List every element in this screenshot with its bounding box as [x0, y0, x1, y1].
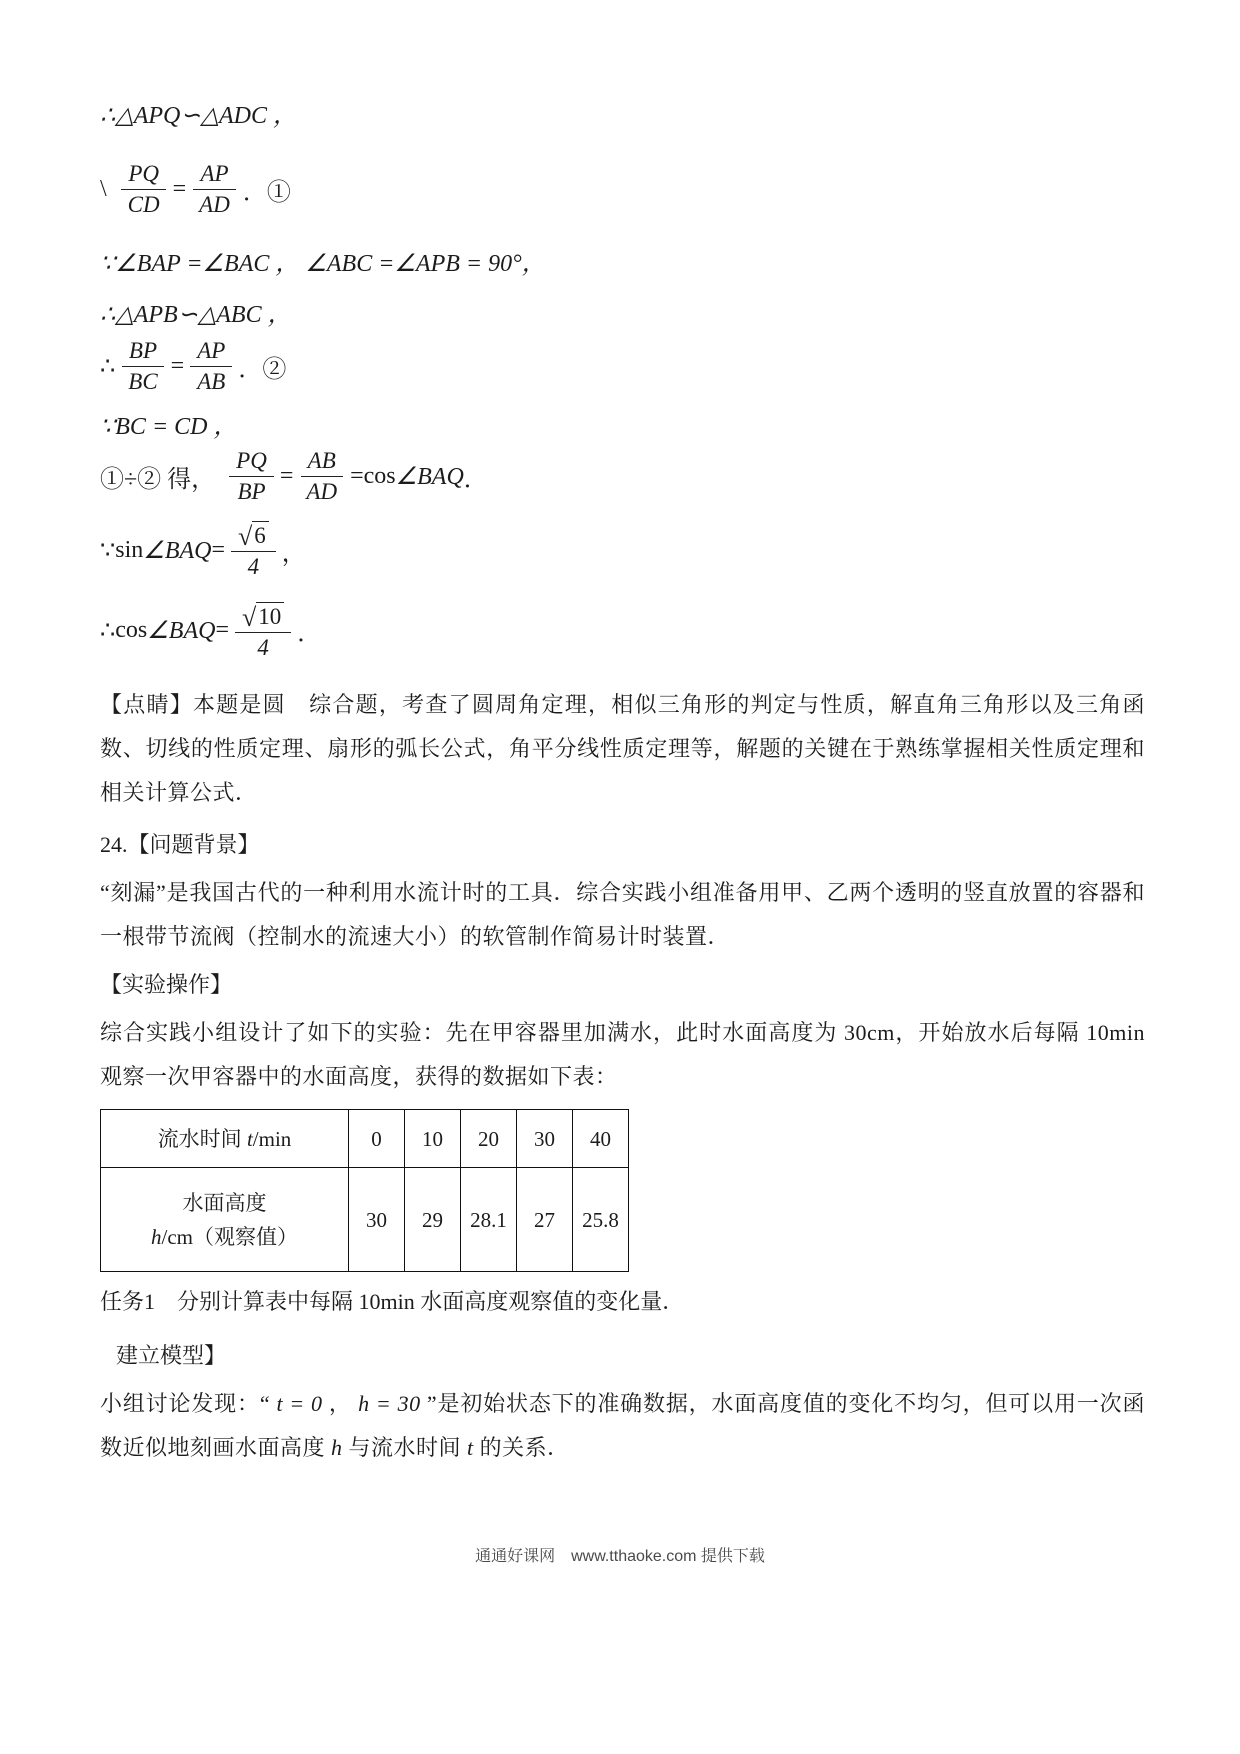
row-label-unit: /cm（观察值）: [161, 1224, 298, 1249]
math-line-4: [100, 294, 1145, 329]
math-text: ∵BC = CD ，: [100, 413, 238, 440]
math-lead: ①÷② 得，: [100, 466, 216, 493]
table-cell: 40: [573, 1110, 629, 1168]
fraction: [190, 337, 232, 396]
table-cell: 30: [349, 1168, 405, 1272]
variable-t: t: [467, 1435, 474, 1461]
fraction-denominator: BC: [128, 369, 158, 395]
fraction: [299, 447, 344, 506]
math-tail: ，: [281, 540, 306, 567]
table-header-cell: [101, 1168, 349, 1272]
math-tail: ．: [463, 466, 488, 493]
equals-sign: =: [350, 462, 364, 489]
math-tail: ．①: [242, 179, 291, 206]
math-line-6: [100, 406, 1145, 441]
fraction-numerator: AB: [301, 447, 343, 477]
math-line-1: [100, 95, 1145, 130]
table-cell: 10: [405, 1110, 461, 1168]
because-symbol: ∵: [100, 537, 116, 564]
table-cell: 25.8: [573, 1168, 629, 1272]
fraction-denominator: 4: [257, 634, 269, 660]
math-inline-t0: t = 0: [276, 1391, 323, 1417]
dianjing-note: 【点睛】本题是圆 综合题，考查了圆周角定理，相似三角形的判定与性质，解直角三角形以及三角函数、切线的性质定理、扇形的弧长公式，角平分线性质定理等，解题的关键在于熟练掌握相关性质定理和相关计算公式．: [100, 692, 1145, 806]
table-cell: 29: [405, 1168, 461, 1272]
math-line-8: [100, 520, 1145, 581]
angle-name: ∠BAQ: [147, 618, 216, 645]
equals-sign: =: [215, 617, 229, 644]
math-text: ∵∠BAP =∠BAC ， ∠ABC =∠APB = 90°，: [100, 250, 546, 277]
fraction-numerator: AP: [193, 160, 235, 190]
fraction-denominator: CD: [127, 192, 160, 218]
fraction-denominator: AD: [306, 479, 338, 505]
math-line-9: [100, 601, 1145, 662]
table-cell: 27: [517, 1168, 573, 1272]
fraction: [121, 160, 167, 219]
angle-name: ∠BAQ: [395, 463, 464, 490]
fraction-denominator: BP: [237, 479, 266, 505]
math-text: ∴△APB∽△ABC ，: [100, 301, 292, 328]
model-header: 建立模型】: [116, 1343, 227, 1369]
variable-h: h: [331, 1435, 343, 1461]
radicand: 10: [256, 602, 284, 630]
variable-t: t: [246, 1126, 253, 1151]
cos-function: cos: [115, 617, 148, 644]
fraction: [229, 447, 274, 506]
question-24-header: 24.【问题背景】: [100, 832, 260, 858]
math-line-7: [100, 447, 1145, 506]
math-lead: \: [100, 175, 107, 202]
table-cell: 30: [517, 1110, 573, 1168]
task1-text: 任务1 分别计算表中每隔 10min 水面高度观察值的变化量．: [100, 1289, 685, 1315]
document-content: [100, 0, 1145, 1470]
experiment-paragraph: 综合实践小组设计了如下的实验：先在甲容器里加满水，此时水面高度为 30cm，开始放水后每隔 10min 观察一次甲容器中的水面高度，获得的数据如下表：: [100, 1020, 1145, 1090]
angle-name: ∠BAQ: [143, 537, 212, 564]
fraction-numerator: BP: [122, 337, 164, 367]
fraction-denominator: AD: [199, 192, 230, 218]
therefore-symbol: ∴: [100, 618, 116, 645]
fraction-denominator: AB: [197, 369, 226, 395]
fraction: [231, 520, 276, 581]
equals-sign: =: [170, 352, 185, 379]
table-header-cell: [101, 1110, 349, 1168]
row-label-unit: /min: [252, 1126, 292, 1151]
radicand: 6: [252, 521, 269, 549]
fraction-denominator: 4: [247, 554, 260, 580]
model-text: 与流水时间: [342, 1435, 468, 1461]
equals-sign: =: [211, 536, 226, 563]
background-paragraph: “刻漏”是我国古代的一种利用水流计时的工具．综合实践小组准备用甲、乙两个透明的竖直放置的容器和一根带节流阀（控制水的流速大小）的软管制作简易计时装置．: [100, 880, 1145, 950]
math-tail: ．: [297, 621, 322, 648]
model-text: 的关系．: [473, 1435, 570, 1461]
math-text: ∴△APQ∽△ADC ，: [100, 103, 297, 129]
math-inline-h30: h = 30: [358, 1391, 421, 1417]
page-footer: 通通好课网 www.tthaoke.com 提供下载: [475, 1548, 765, 1565]
table-row: [101, 1110, 629, 1168]
fraction: [235, 601, 291, 662]
radical-sign: √: [238, 522, 253, 552]
model-separator: ，: [322, 1391, 359, 1417]
fraction: [121, 337, 164, 396]
equals-sign: =: [279, 462, 294, 489]
fraction-numerator: [235, 601, 291, 633]
table-cell: 20: [461, 1110, 517, 1168]
equals-sign: =: [172, 175, 187, 202]
table-cell: 28.1: [461, 1168, 517, 1272]
math-line-3: [100, 243, 1145, 278]
sin-function: sin: [115, 536, 144, 563]
table-cell: 0: [349, 1110, 405, 1168]
square-root: [238, 521, 269, 552]
radical-sign: √: [242, 602, 257, 632]
square-root: [242, 602, 284, 630]
variable-h: h: [151, 1224, 162, 1249]
model-paragraph: [100, 1382, 1145, 1470]
math-tail: ．②: [238, 356, 287, 383]
row-label: 水面高度: [182, 1190, 267, 1215]
row-label: 流水时间: [157, 1126, 247, 1151]
experiment-header: 【实验操作】: [100, 972, 233, 998]
model-text: ”是初始状态下的准确数据，水面高度值的变化不均匀，但可以用一次函数近似地刻画水面高度: [100, 1391, 1145, 1461]
data-table: [100, 1109, 629, 1272]
fraction-numerator: AP: [190, 337, 232, 367]
model-text: 小组讨论发现：“: [100, 1391, 277, 1417]
table-row: [101, 1168, 629, 1272]
math-line-5: [100, 337, 1145, 396]
math-line-2: [100, 160, 1145, 219]
fraction: [192, 160, 237, 219]
cos-function: cos: [363, 462, 396, 489]
fraction-numerator: [231, 520, 276, 552]
fraction-numerator: PQ: [229, 447, 274, 477]
fraction-numerator: PQ: [121, 160, 166, 190]
therefore-symbol: ∴: [100, 353, 116, 380]
